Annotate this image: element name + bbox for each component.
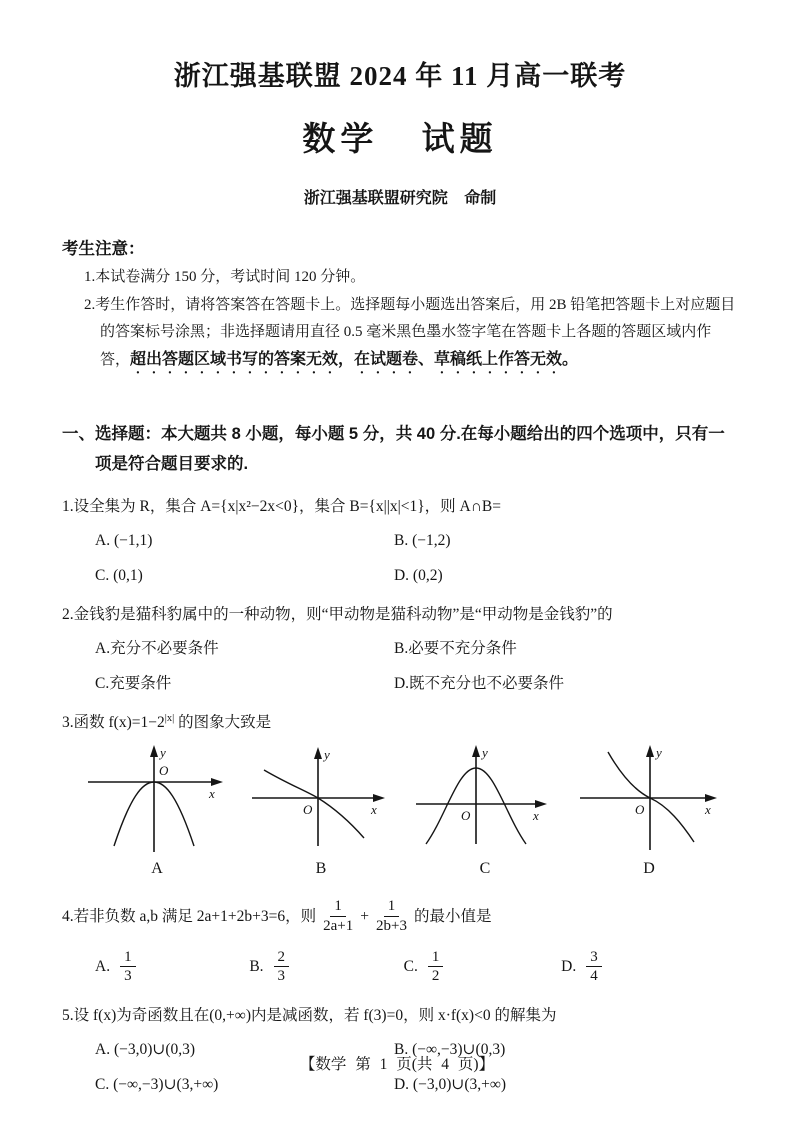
question-5 <box>62 1003 738 1096</box>
question-2-option-d: D.既不充分也不必要条件 <box>393 675 565 692</box>
question-2-options <box>62 637 738 695</box>
question-3-stem-prefix: 3.函数 f(x)=1−2 <box>62 714 165 731</box>
plus-operator: + <box>360 907 369 925</box>
notice-item-2 <box>84 292 738 377</box>
graph-c-x-label: x <box>533 808 539 823</box>
graph-b-y-label: y <box>324 747 330 762</box>
question-4-fraction-1: $\frac{1}{2a+1}$ <box>323 898 354 934</box>
question-2-stem: 2.金钱豹是猫科豹属中的一种动物，则“甲动物是猫科动物”是“甲动物是金钱豹”的 <box>62 606 613 623</box>
graph-b-caption: B <box>315 860 327 877</box>
question-4-option-b: B. $\frac{2}{3}$ <box>249 949 403 986</box>
question-4-option-c: C. $\frac{1}{2}$ <box>404 949 562 986</box>
question-4 <box>62 898 738 985</box>
question-4-options <box>62 949 738 986</box>
question-5-stem: 5.设 f(x)为奇函数且在(0,+∞)内是减函数，若 f(3)=0，则 x·f(x)<0 的解集为 <box>62 1007 557 1025</box>
notice-item-2-emphasis: 超出答题区域书写的答案无效，在试题卷、草稿纸上作答无效。 <box>130 351 579 368</box>
question-4-option-a: A. $\frac{1}{3}$ <box>95 949 249 986</box>
question-1-option-d: D. (0,2) <box>393 567 443 584</box>
question-3-stem-exponent: |x| <box>164 712 175 724</box>
question-4-stem-suffix: 的最小值是 <box>413 907 492 925</box>
question-4-fraction-2: $\frac{1}{2b+3}$ <box>375 898 407 934</box>
graph-c-caption: C <box>479 860 491 877</box>
question-3-stem-suffix: 的图象大致是 <box>174 714 272 731</box>
page-footer: 【数学 第 1 页(共 4 页)】 <box>299 1056 495 1073</box>
question-4-stem-prefix: 4.若非负数 a,b 满足 2a+1+2b+3=6，则 <box>62 907 317 925</box>
section-1-heading: 一、选择题：本大题共 8 小题，每小题 5 分，共 40 分.在每小题给出的四个选项中，只有一项是符合题目要求的. <box>62 425 725 473</box>
graph-c-origin-label: O <box>461 808 471 823</box>
question-1-stem: 1.设全集为 R，集合 A={x|x²−2x<0}，集合 B={x||x|<1}，则 A∩B= <box>62 498 501 515</box>
question-1-option-b: B. (−1,2) <box>393 532 451 549</box>
graph-a-origin-label: O <box>159 763 169 778</box>
graph-option-b <box>246 740 396 878</box>
graph-c-y-label: y <box>482 745 488 760</box>
question-4-stem <box>62 898 738 935</box>
question-2 <box>62 602 738 695</box>
subject-title: 数学 试题 <box>302 122 498 158</box>
graph-option-c <box>410 740 560 878</box>
question-3 <box>62 710 738 878</box>
issuer-line: 浙江强基联盟研究院 命制 <box>303 190 497 207</box>
question-5-option-b: B. (−∞,−3)∪(0,3) <box>393 1041 506 1059</box>
question-3-graphs <box>62 740 738 878</box>
graph-a-plot <box>82 740 232 862</box>
graph-a-x-label: x <box>209 786 215 801</box>
graph-option-d <box>574 740 724 878</box>
question-1 <box>62 494 738 587</box>
graph-a-caption: A <box>151 860 163 877</box>
question-5-option-d: D. (−3,0)∪(3,+∞) <box>393 1076 507 1094</box>
notice-item-2-text: 2.考生作答时，请将答案答在答题卡上。选择题每小题选出答案后，用 2B 铅笔把答题卡上对应题目的答案标号涂黑；非选择题请用直径 0.5 毫米黑色墨水签字笔在答题卡上各题的答题区域内作答， <box>84 297 736 368</box>
exam-title: 浙江强基联盟 2024 年 11 月高一联考 <box>173 61 627 91</box>
graph-b-origin-label: O <box>303 802 313 817</box>
notice-section <box>62 235 738 377</box>
question-4-option-d: D. $\frac{3}{4}$ <box>561 949 738 986</box>
notice-item-1: 1.本试卷满分 150 分，考试时间 120 分钟。 <box>84 269 366 285</box>
graph-d-caption: D <box>643 860 655 877</box>
question-5-option-c: C. (−∞,−3)∪(3,+∞) <box>95 1076 219 1094</box>
question-1-option-a: A. (−1,1) <box>95 532 153 549</box>
question-2-option-b: B.必要不充分条件 <box>393 640 517 657</box>
question-5-option-a: A. (−3,0)∪(0,3) <box>95 1041 196 1059</box>
graph-d-x-label: x <box>705 802 711 817</box>
graph-b-plot <box>246 740 396 862</box>
question-2-option-a: A.充分不必要条件 <box>95 640 219 657</box>
graph-a-y-label: y <box>160 745 166 760</box>
page-content <box>0 54 794 1096</box>
graph-c-plot <box>410 740 560 862</box>
question-2-option-c: C.充要条件 <box>95 675 172 692</box>
graph-d-plot <box>574 740 724 862</box>
graph-d-origin-label: O <box>635 802 645 817</box>
question-3-stem <box>62 710 738 735</box>
graph-option-a <box>82 740 232 878</box>
question-1-options <box>62 529 738 587</box>
graph-d-y-label: y <box>656 745 662 760</box>
graph-b-x-label: x <box>371 802 377 817</box>
notice-heading: 考生注意： <box>62 240 145 258</box>
question-1-option-c: C. (0,1) <box>95 567 143 584</box>
